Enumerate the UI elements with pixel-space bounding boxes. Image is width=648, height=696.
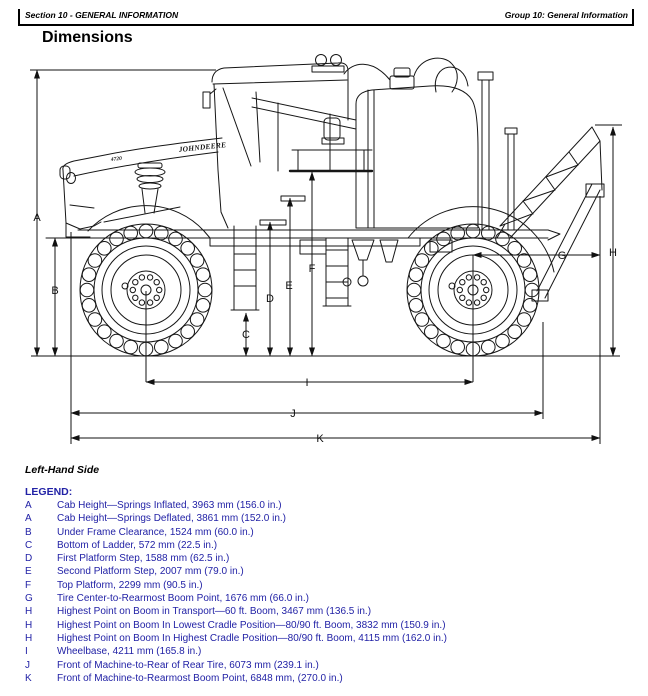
svg-text:E: E [285, 280, 293, 292]
legend-row [25, 565, 625, 578]
legend-row [25, 526, 625, 539]
model-number-text: 4720 [110, 155, 123, 163]
first-platform-step [260, 220, 286, 225]
legend-text: Under Frame Clearance, 1524 mm (60.0 in.) [57, 526, 254, 538]
brand-logo-text: JOHNDEERE [178, 140, 227, 154]
svg-text:D: D [266, 293, 274, 305]
svg-text:K: K [316, 433, 324, 445]
svg-text:C: C [242, 329, 250, 341]
callout-B [51, 285, 58, 297]
legend-row [25, 672, 625, 685]
header-group-label: Group 10: General Information [504, 10, 628, 20]
legend-row [25, 605, 625, 618]
legend-text: Cab Height—Springs Inflated, 3963 mm (156.0 in.) [57, 500, 282, 511]
callout-G [558, 250, 567, 262]
legend-letter: A [25, 513, 32, 525]
legend-text: Highest Point on Boom In Highest Cradle Position—80/90 ft. Boom, 4115 mm (162.0 in.) [57, 632, 448, 644]
view-label: Left-Hand Side [25, 464, 100, 476]
callout-E [285, 280, 292, 292]
legend-row [25, 552, 625, 565]
callout-A [33, 212, 41, 224]
callout-K [316, 433, 324, 445]
rear-ladder [323, 238, 351, 306]
callout-I [305, 377, 308, 389]
legend-text: Top Platform, 2299 mm (90.5 in.) [57, 579, 203, 591]
legend-letter: C [25, 539, 33, 551]
legend-letter: H [25, 632, 33, 644]
legend-letter: G [25, 593, 33, 605]
legend-text: Highest Point on Boom In Lowest Cradle Position—80/90 ft. Boom, 3832 mm (150.9 in.) [57, 619, 446, 631]
legend-letter: J [25, 659, 30, 671]
callout-J [290, 408, 296, 420]
callout-D [266, 293, 274, 305]
legend-letter: D [25, 553, 33, 565]
legend-text: Front of Machine-to-Rearmost Boom Point, 6848 mm, (270.0 in.) [57, 672, 343, 684]
legend-row [25, 592, 625, 605]
legend-letter: H [25, 619, 33, 631]
legend-row [25, 619, 625, 632]
callouts [33, 212, 617, 445]
legend-row [25, 579, 625, 592]
beacon-light-icon [331, 55, 342, 66]
machine-line-art [46, 55, 604, 357]
folded-boom [497, 127, 604, 301]
legend-letter: B [25, 526, 32, 538]
callout-H [609, 247, 617, 259]
seat [324, 118, 340, 140]
legend-text: First Platform Step, 1588 mm (62.5 in.) [57, 553, 230, 565]
legend-text: Second Platform Step, 2007 mm (79.0 in.) [57, 566, 244, 578]
legend-row [25, 512, 625, 525]
legend-letter: F [25, 579, 32, 591]
legend-heading: LEGEND: [25, 486, 73, 498]
legend-row [25, 499, 625, 512]
front-ladder [231, 226, 259, 310]
legend-text: Wheelbase, 4211 mm (165.8 in.) [57, 646, 202, 658]
legend-letter: I [25, 646, 28, 658]
svg-text:H: H [609, 247, 617, 259]
legend-text: Highest Point on Boom in Transport—60 ft. Boom, 3467 mm (136.5 in.) [57, 606, 372, 618]
legend-text: Front of Machine-to-Rear of Rear Tire, 6073 mm (239.1 in.) [57, 659, 319, 671]
svg-text:I: I [305, 377, 309, 389]
page-title: Dimensions [42, 29, 133, 46]
legend-row [25, 539, 625, 552]
hose [344, 64, 390, 80]
legend-row [25, 632, 625, 645]
legend-row [25, 659, 625, 672]
svg-text:J: J [290, 408, 296, 420]
second-platform-step [281, 196, 305, 201]
legend [25, 486, 625, 685]
svg-text:G: G [557, 250, 567, 262]
legend-letter: A [25, 500, 32, 511]
header-section-label: Section 10 - GENERAL INFORMATION [25, 10, 179, 20]
svg-text:B: B [51, 285, 59, 297]
underbody [300, 240, 452, 286]
legend-text: Tire Center-to-Rearmost Boom Point, 1676 mm (66.0 in.) [57, 593, 309, 605]
legend-text: Bottom of Ladder, 572 mm (22.5 in.) [57, 539, 218, 551]
front-suspension [104, 163, 180, 222]
svg-text:F: F [308, 263, 316, 275]
mirror [203, 92, 210, 108]
hose [435, 67, 468, 92]
legend-letter: E [25, 566, 32, 578]
callout-F [309, 263, 316, 275]
solution-tank [344, 58, 517, 230]
legend-list [25, 499, 625, 685]
legend-letter: H [25, 606, 33, 618]
svg-text:A: A [33, 212, 41, 224]
boom-tip [532, 290, 548, 301]
callout-C [242, 329, 250, 341]
legend-text: Cab Height—Springs Deflated, 3861 mm (152.0 in.) [57, 513, 287, 525]
legend-row [25, 645, 625, 658]
legend-letter: K [25, 672, 32, 684]
